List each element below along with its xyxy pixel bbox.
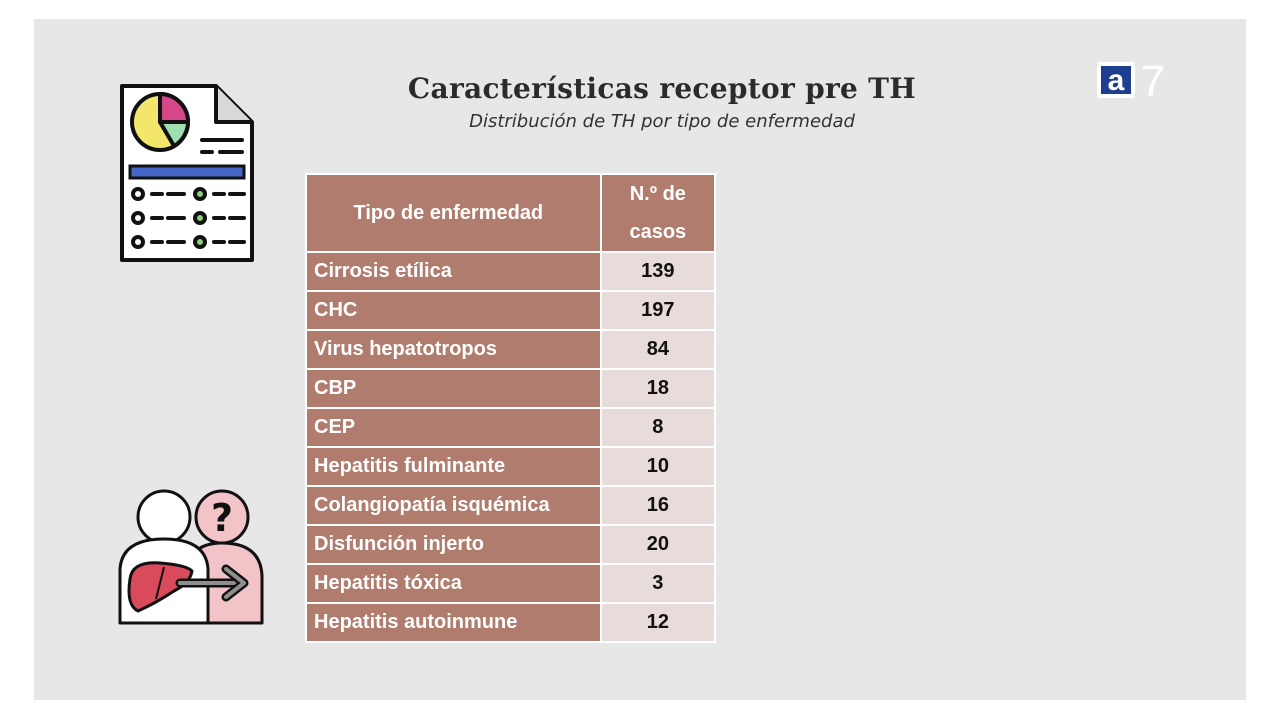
header-count-line2: casos [629, 221, 687, 243]
table-header-row [306, 174, 715, 252]
row-count: 8 [601, 408, 715, 447]
row-count: 139 [601, 252, 715, 291]
row-count: 16 [601, 486, 715, 525]
row-count: 10 [601, 447, 715, 486]
brand-logo [1097, 60, 1167, 100]
row-disease: Hepatitis tóxica [306, 564, 601, 603]
header-count-line1: N.º de [629, 183, 686, 205]
table-row [306, 603, 715, 642]
row-count: 84 [601, 330, 715, 369]
table-row [306, 408, 715, 447]
report-document-icon [116, 82, 258, 266]
row-disease: Cirrosis etílica [306, 252, 601, 291]
row-disease: CHC [306, 291, 601, 330]
row-count: 197 [601, 291, 715, 330]
row-disease: Virus hepatotropos [306, 330, 601, 369]
table-row [306, 447, 715, 486]
disease-table [305, 173, 716, 643]
row-count: 18 [601, 369, 715, 408]
table-row [306, 486, 715, 525]
table-row [306, 564, 715, 603]
table-row [306, 252, 715, 291]
row-disease: CEP [306, 408, 601, 447]
logo-number: 7 [1140, 60, 1166, 100]
header-case-count [601, 174, 715, 252]
row-disease: Hepatitis fulminante [306, 447, 601, 486]
row-disease: CBP [306, 369, 601, 408]
table-row [306, 369, 715, 408]
logo-glyph: a [1107, 64, 1125, 97]
table-row [306, 525, 715, 564]
svg-text:?: ? [210, 496, 234, 540]
page-title: Características receptor pre TH [407, 72, 917, 105]
row-count: 3 [601, 564, 715, 603]
liver-recipient-icon [116, 487, 268, 627]
row-disease: Hepatitis autoinmune [306, 603, 601, 642]
row-count: 20 [601, 525, 715, 564]
row-count: 12 [601, 603, 715, 642]
page-subtitle: Distribución de TH por tipo de enfermedad [469, 111, 855, 132]
header-disease-type: Tipo de enfermedad [306, 174, 601, 252]
table-row [306, 330, 715, 369]
row-disease: Disfunción injerto [306, 525, 601, 564]
row-disease: Colangiopatía isquémica [306, 486, 601, 525]
table-row [306, 291, 715, 330]
